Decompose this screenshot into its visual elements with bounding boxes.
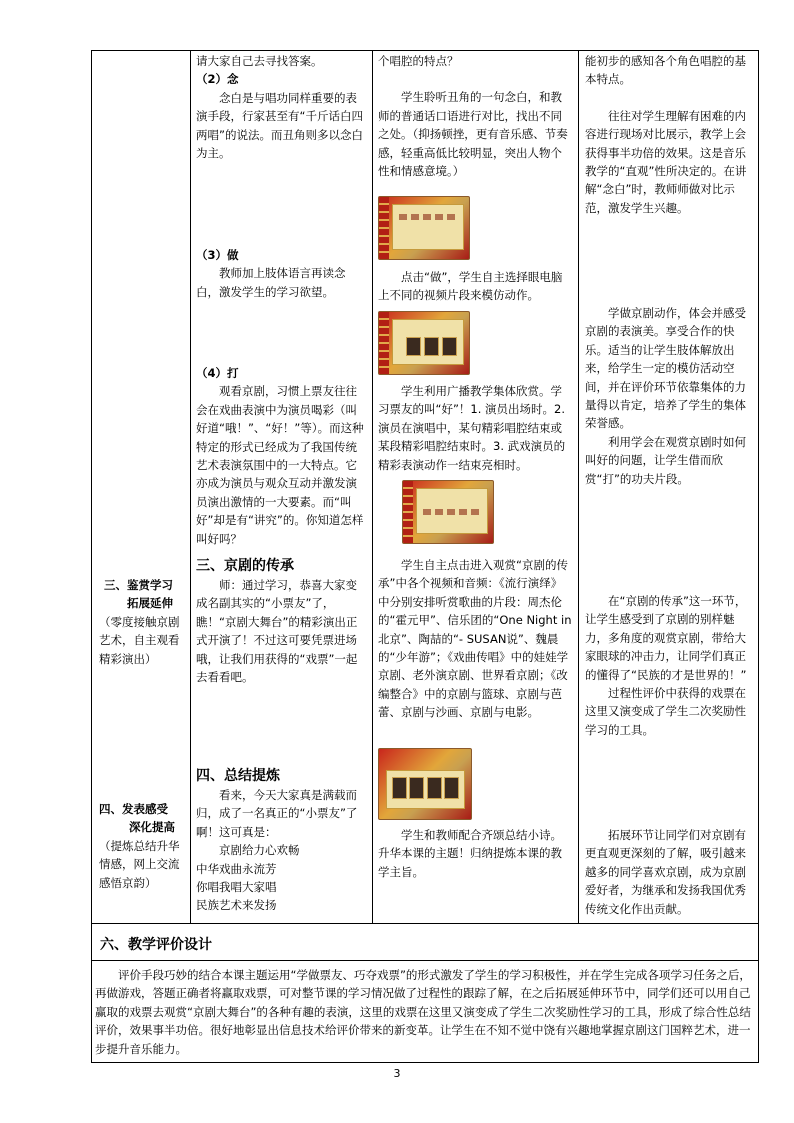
col4-p4: 利用学会在观赏京剧时如何叫好的问题，让学生借而欣赏“打”的功夫片段。: [585, 434, 746, 486]
col4-p2: 往往对学生理解有困难的内容进行现场对比展示，教学上会获得事半功倍的效果。这是音乐教学的“直观”性所决定的。在讲解“念白”时，教师师做对比示范，激发学生兴趣。: [585, 108, 747, 215]
poem-line-1: 京剧给力心欢畅: [219, 843, 300, 858]
section3-title2: 拓展延伸: [127, 596, 173, 611]
section4-label: [93, 800, 189, 892]
col2-top: [196, 52, 366, 162]
col3-chuancheng-text: 学生自主点击进入观赏“京剧的传承”中各个视频和音频：《流行演绎》中分别安排听赏歌曲的片段：周杰伦的“霍元甲”、信乐团的“One Night in 北京”、陶喆的“- SUSAN说”、魏晨的“少年游”；《戏曲传唱》中的娃娃学京剧、老外演京剧、世界看京剧；《改编整合》中的京剧与篮球、京剧与芭蕾、京剧与沙画、京剧与电影。: [378, 558, 572, 720]
col3-da-text: 学生利用广播教学集体欣赏。学习票友的叫“好”！1. 演员出场时。2. 演员在演唱中，某句精彩唱腔结束或某段精彩唱腔结束时。3. 武戏演员的精彩表演动作一结束亮相时。: [378, 384, 566, 472]
heading-nian: （2）念: [196, 72, 239, 87]
col3-compare: 学生聆听丑角的一句念白，和教师的普通话口语进行对比，找出不同之处。（抑扬顿挫，更有音乐感、节奏感，轻重高低比较明显，突出人物个性和情感意境。）: [378, 90, 568, 179]
col3-question: 个唱腔的特点？: [378, 54, 459, 68]
heading-chuancheng: 三、京剧的传承: [196, 558, 294, 574]
slide-thumbnail-da: [402, 480, 494, 544]
zuo-text: 教师加上肢体语言再读念白，激发学生的学习欲望。: [196, 266, 346, 299]
row-divider-section6-top: [91, 923, 759, 924]
chuancheng-text: 师：通过学习，恭喜大家变成名副其实的“小票友”了，瞧！“京剧大舞台”的精彩演出正式开演了！不过这可要凭票进场哦，让我们用获得的“戏票”一起去看看吧。: [196, 578, 358, 685]
col3-chuancheng: [378, 556, 573, 722]
col4-p1: 能初步的感知各个角色唱腔的基本特点。: [585, 54, 746, 87]
col3-zongjie-text: 学生和教师配合齐颂总结小诗。升华本课的主题！归纳提炼本课的教学主旨。: [378, 828, 562, 879]
page-number: 3: [393, 1067, 401, 1080]
col3-zuo-text: 点击“做”，学生自主选择眼电脑上不同的视频片段来模仿动作。: [378, 270, 563, 303]
section4-title2: 深化提高: [129, 820, 175, 835]
col4-p3: 学做京剧动作，体会并感受京剧的表演美。享受合作的快乐。适当的让学生肢体解放出来，给学生一定的模仿活动空间，并在评价环节依靠集体的力量得以肯定，培养了学生的集体荣誉感。: [585, 306, 746, 431]
col4-chuancheng: [585, 592, 753, 739]
heading-zongjie: 四、总结提炼: [196, 768, 280, 784]
heading-zuo: （3）做: [196, 248, 239, 262]
col4-tuozhan: [585, 826, 753, 918]
nian-text: 念白是与唱功同样重要的表演手段，行家甚至有“千斤话白四两唱”的说法。而丑角则多以念白为主。: [196, 90, 363, 161]
section6-text: [95, 966, 755, 1058]
zongjie-text: 看来，今天大家真是满载而归，成了一名真正的“小票友”了啊！这可真是：: [196, 788, 358, 839]
col-divider-3: [578, 50, 579, 923]
section3-desc: （零度接触京剧艺术，自主观看精彩演出）: [99, 614, 180, 666]
slide-thumbnail-stage: [378, 748, 472, 820]
col2-da: [196, 364, 366, 548]
da-text: 观看京剧，习惯上票友往往会在戏曲表演中为演员喝彩（叫好道“哦！”、“好！”等）。而这种特定的形式已经成为了我国传统艺术表演氛围中的一大特点。它亦成为演员与观众互动并激发演员演出激情的一大要素。而“叫好”却是有“讲究”的。你知道怎样叫好吗？: [196, 384, 364, 546]
poem-line-3: 你唱我唱大家唱: [196, 880, 277, 895]
section6-title: 六、教学评价设计: [100, 937, 212, 953]
col3-da: [378, 382, 573, 474]
heading-da: （4）打: [196, 366, 239, 380]
section4-title1: 四、发表感受: [99, 802, 168, 816]
col2-zongjie: [196, 766, 366, 915]
col3-zongjie: [378, 826, 573, 881]
slide-thumbnail-nian: [378, 196, 470, 260]
col4-p5: 在“京剧的传承”这一环节，让学生感受到了京剧的别样魅力，多角度的观赏京剧，带给大家眼球的冲击力，让同学们真正的懂得了“民族的才是世界的！”: [585, 594, 747, 682]
section3-title1: 三、鉴赏学习: [104, 578, 173, 592]
slide-thumbnail-zuo: [378, 311, 470, 375]
col3-zuo: [378, 268, 573, 305]
row-divider-section6-title: [91, 960, 759, 961]
col2-intro: 请大家自己去寻找答案。: [196, 54, 323, 68]
section3-label: [93, 576, 189, 668]
evaluation-paragraph: 评价手段巧妙的结合本课主题运用“学做票友、巧夺戏票”的形式激发了学生的学习积极性，并在学生完成各项学习任务之后，再做游戏，答题正确者将赢取戏票，可对整节课的学习情况做了过程性的跟踪了解，在之后拓展延伸环节中，同学们还可以用自己赢取的戏票去观赏“京剧大舞台”的各种有趣的表演，这里的戏票在这里又演变成了学生二次奖励性学习的工具，形成了综合性总结评价，效果事半功倍。很好地彰显出信息技术给评价带来的新变革。让学生在不知不觉中饶有兴趣地掌握京剧这门国粹艺术，进一步提升音乐能力。: [95, 968, 751, 1056]
col4-p6: 过程性评价中获得的戏票在这里又演变成了学生二次奖励性学习的工具。: [585, 686, 746, 737]
col4-p7: 拓展环节让同学们对京剧有更直观更深刻的了解，吸引越来越多的同学喜欢京剧，成为京剧爱好者，为继承和发扬我国优秀传统文化作出贡献。: [585, 828, 746, 916]
col4-mid: [585, 304, 753, 488]
col3-top: [378, 52, 573, 180]
poem-line-4: 民族艺术来发扬: [196, 898, 277, 913]
col4-top: [585, 52, 753, 217]
section4-desc: （提炼总结升华情感，网上交流感悟京韵）: [99, 838, 180, 890]
col-divider-2: [372, 50, 373, 923]
poem-line-2: 中华戏曲永流芳: [196, 861, 277, 876]
col2-zuo: [196, 246, 366, 301]
col-divider-1: [190, 50, 191, 923]
col2-chuancheng: [196, 556, 366, 686]
